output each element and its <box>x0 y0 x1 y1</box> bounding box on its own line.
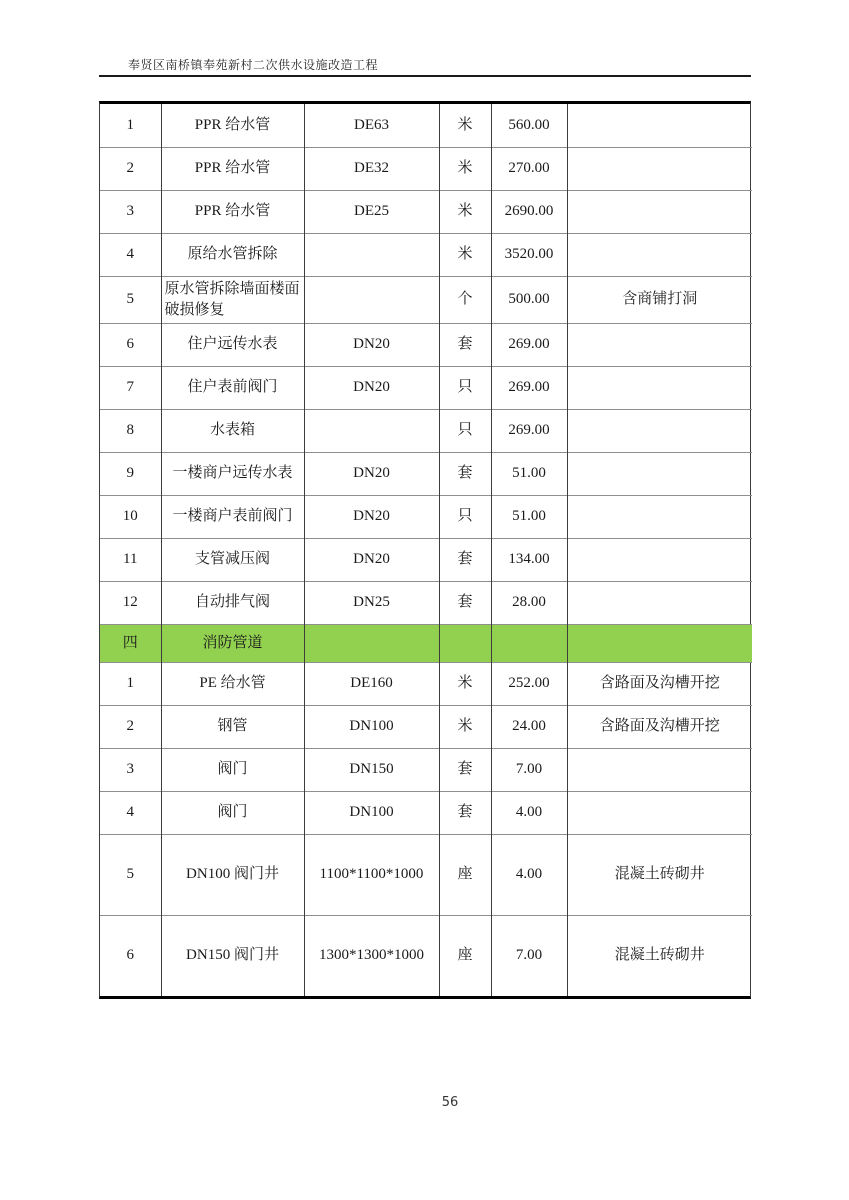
item-name-cell: PPR 给水管 <box>161 147 304 190</box>
row-number-cell: 1 <box>126 116 134 133</box>
remark-cell <box>567 495 752 538</box>
quantity-cell: 134.00 <box>491 538 567 581</box>
item-name-cell: 住户远传水表 <box>161 323 304 366</box>
spec-cell: DN20 <box>304 452 439 495</box>
header-rule <box>99 75 751 77</box>
spec-cell: 1300*1300*1000 <box>304 915 439 996</box>
spec-cell <box>304 276 439 323</box>
row-number-cell: 4 <box>100 233 161 276</box>
item-name-cell: 消防管道 <box>161 624 304 662</box>
spec-cell: DE25 <box>304 190 439 233</box>
remark-cell <box>567 147 752 190</box>
row-number-cell: 8 <box>100 409 161 452</box>
item-name-cell: 原给水管拆除 <box>161 233 304 276</box>
unit-cell: 套 <box>439 323 491 366</box>
row-number-cell: 12 <box>100 581 161 624</box>
table-row <box>100 104 752 147</box>
unit-cell: 套 <box>439 581 491 624</box>
item-name-cell: 钢管 <box>161 705 304 748</box>
item-name-cell: PE 给水管 <box>161 662 304 705</box>
table-row <box>100 452 752 495</box>
spec-cell: DE32 <box>304 147 439 190</box>
spec-cell: DN20 <box>304 366 439 409</box>
table-row <box>100 538 752 581</box>
quantity-cell: 2690.00 <box>491 190 567 233</box>
table-row <box>100 748 752 791</box>
remark-cell <box>567 233 752 276</box>
item-name-cell: PPR 给水管 <box>161 104 304 147</box>
item-name-cell: DN150 阀门井 <box>161 915 304 996</box>
spec-cell: 1100*1100*1000 <box>304 834 439 915</box>
unit-cell: 只 <box>439 366 491 409</box>
row-number-cell: 3 <box>100 190 161 233</box>
row-number-cell: 9 <box>100 452 161 495</box>
unit-cell: 米 <box>439 104 491 147</box>
row-number-cell: 6 <box>100 915 161 996</box>
unit-cell: 座 <box>439 915 491 996</box>
item-name-cell: DN100 阀门井 <box>161 834 304 915</box>
spec-cell: DE160 <box>304 662 439 705</box>
spec-cell: DN100 <box>304 705 439 748</box>
table-row <box>100 190 752 233</box>
remark-cell <box>567 323 752 366</box>
quantity-cell: 24.00 <box>491 705 567 748</box>
document-header-title: 奉贤区南桥镇奉苑新村二次供水设施改造工程 <box>128 58 379 72</box>
remark-cell: 含路面及沟槽开挖 <box>567 662 752 705</box>
item-name-cell: PPR 给水管 <box>161 190 304 233</box>
quantity-cell: 560.00 <box>491 104 567 147</box>
spec-cell: DN25 <box>304 581 439 624</box>
row-number-cell: 四 <box>100 624 161 662</box>
table-row <box>100 915 752 996</box>
unit-cell: 套 <box>439 791 491 834</box>
section-row <box>100 624 752 662</box>
row-number-cell: 6 <box>100 323 161 366</box>
unit-cell: 只 <box>439 495 491 538</box>
table-row <box>100 147 752 190</box>
unit-cell: 套 <box>439 452 491 495</box>
spec-cell: DN20 <box>304 538 439 581</box>
remark-cell: 含商铺打洞 <box>567 276 752 323</box>
quantity-cell: 500.00 <box>491 276 567 323</box>
unit-cell: 米 <box>439 662 491 705</box>
quantity-cell: 269.00 <box>491 323 567 366</box>
quantity-cell <box>491 624 567 662</box>
spec-cell <box>304 624 439 662</box>
item-name-cell: 住户表前阀门 <box>161 366 304 409</box>
remark-cell <box>567 452 752 495</box>
remark-cell: 混凝土砖砌井 <box>567 834 752 915</box>
unit-cell: 套 <box>439 538 491 581</box>
table-row <box>100 662 752 705</box>
quantity-cell: 51.00 <box>491 452 567 495</box>
quantities-table-container <box>99 101 751 999</box>
row-number-cell: 4 <box>100 791 161 834</box>
unit-cell: 米 <box>439 190 491 233</box>
row-number-cell: 1 <box>100 662 161 705</box>
remark-cell <box>567 791 752 834</box>
table-row <box>100 233 752 276</box>
spec-cell: DE63 <box>304 104 439 147</box>
spec-cell <box>304 233 439 276</box>
remark-cell <box>567 104 752 147</box>
remark-cell <box>567 538 752 581</box>
item-name-cell: 阀门 <box>161 748 304 791</box>
remark-cell <box>567 581 752 624</box>
row-number-cell: 11 <box>100 538 161 581</box>
remark-cell <box>567 748 752 791</box>
row-number-cell: 7 <box>100 366 161 409</box>
spec-cell: DN100 <box>304 791 439 834</box>
remark-cell <box>567 190 752 233</box>
table-row <box>100 409 752 452</box>
spec-cell: DN20 <box>304 495 439 538</box>
spec-cell: DN150 <box>304 748 439 791</box>
table-body <box>100 104 752 996</box>
spec-cell: DN20 <box>304 323 439 366</box>
quantity-cell: 252.00 <box>491 662 567 705</box>
table-row <box>100 834 752 915</box>
quantity-cell: 51.00 <box>491 495 567 538</box>
item-name-cell: 自动排气阀 <box>161 581 304 624</box>
row-number-cell: 2 <box>100 147 161 190</box>
row-number-cell: 2 <box>100 705 161 748</box>
quantity-cell: 3520.00 <box>491 233 567 276</box>
row-number-cell: 5 <box>100 276 161 323</box>
quantity-cell: 269.00 <box>491 366 567 409</box>
row-number-cell: 10 <box>100 495 161 538</box>
table-row <box>100 276 752 323</box>
quantity-cell: 7.00 <box>491 915 567 996</box>
unit-cell: 座 <box>439 834 491 915</box>
unit-cell: 米 <box>439 147 491 190</box>
table-row <box>100 366 752 409</box>
page-number: 56 <box>441 1095 459 1110</box>
unit-cell: 个 <box>439 276 491 323</box>
item-name-cell: 阀门 <box>161 791 304 834</box>
item-name-cell: 原水管拆除墙面楼面破损修复 <box>161 276 304 323</box>
remark-cell <box>567 366 752 409</box>
unit-cell: 米 <box>439 233 491 276</box>
table-row <box>100 323 752 366</box>
item-name-cell: 一楼商户远传水表 <box>161 452 304 495</box>
unit-cell: 套 <box>439 748 491 791</box>
item-name-cell: 支管减压阀 <box>161 538 304 581</box>
unit-cell: 只 <box>439 409 491 452</box>
quantity-cell: 270.00 <box>491 147 567 190</box>
remark-cell <box>567 409 752 452</box>
table-row <box>100 791 752 834</box>
row-number-cell: 5 <box>100 834 161 915</box>
quantity-cell: 28.00 <box>491 581 567 624</box>
unit-cell: 米 <box>439 705 491 748</box>
remark-cell: 混凝土砖砌井 <box>567 915 752 996</box>
quantity-cell: 4.00 <box>491 834 567 915</box>
quantities-table <box>100 104 752 996</box>
remark-cell <box>567 624 752 662</box>
quantity-cell: 269.00 <box>491 409 567 452</box>
item-name-cell: 一楼商户表前阀门 <box>161 495 304 538</box>
row-number-cell: 3 <box>100 748 161 791</box>
remark-cell: 含路面及沟槽开挖 <box>567 705 752 748</box>
quantity-cell: 7.00 <box>491 748 567 791</box>
spec-cell <box>304 409 439 452</box>
table-row <box>100 581 752 624</box>
item-name-cell: 水表箱 <box>161 409 304 452</box>
table-row <box>100 705 752 748</box>
unit-cell <box>439 624 491 662</box>
quantity-cell: 4.00 <box>491 791 567 834</box>
table-row <box>100 495 752 538</box>
